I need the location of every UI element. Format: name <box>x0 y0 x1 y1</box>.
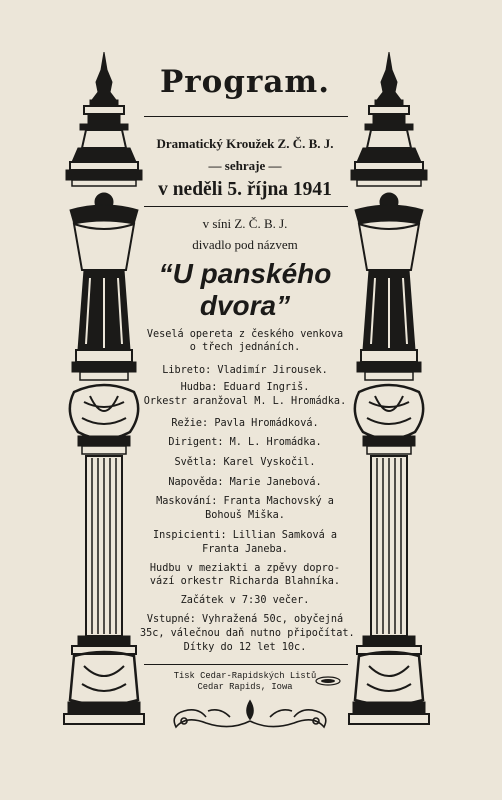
admission-line-1: Vstupné: Vyhražená 50c, obyčejná <box>146 614 344 625</box>
presents-line: — sehraje — <box>208 158 282 173</box>
program-title: Program. <box>159 64 330 100</box>
date-rule <box>144 206 348 207</box>
organizer-line: Dramatický Kroužek Z. Č. B. J. <box>156 136 334 151</box>
credit-stage-managers-1: Inspicienti: Lillian Samková a <box>152 530 337 541</box>
play-title-line-2: dvora” <box>199 290 291 321</box>
credit-libretto: Libreto: Vladimír Jirousek. <box>162 365 328 376</box>
title-rule <box>144 116 348 117</box>
right-caryatid-column-illustration <box>345 52 433 732</box>
credit-prompter: Napověda: Marie Janebová. <box>168 477 322 488</box>
footer-rule <box>144 664 348 665</box>
orchestra-note-1: Hudbu v meziakti a zpěvy dopro- <box>149 563 341 574</box>
genre-line-2: o třech jednáních. <box>189 342 301 353</box>
play-intro-line: divadlo pod názvem <box>192 237 298 252</box>
credit-conductor: Dirigent: M. L. Hromádka. <box>168 437 322 448</box>
scroll-ornament-icon <box>170 697 330 731</box>
credit-stage-managers-2: Franta Janeba. <box>202 544 288 555</box>
credit-lighting: Světla: Karel Vyskočil. <box>174 457 316 468</box>
start-time: Začátek v 7:30 večer. <box>180 595 310 606</box>
orchestra-note-2: vází orkestr Richarda Blahníka. <box>149 576 341 587</box>
credit-music: Hudba: Eduard Ingriš. <box>180 382 310 393</box>
venue-line: v síni Z. Č. B. J. <box>202 216 288 231</box>
printer-line-1: Tisk Cedar-Rapidských Listů <box>173 671 317 681</box>
credit-makeup-2: Bohouš Miška. <box>205 510 285 521</box>
genre-line-1: Veselá opereta z českého venkova <box>146 329 344 340</box>
credit-makeup-1: Maskování: Franta Machovský a <box>156 496 334 507</box>
performance-date: v neděli 5. října 1941 <box>158 179 332 200</box>
printer-line-2: Cedar Rapids, Iowa <box>197 682 293 692</box>
left-caryatid-column-illustration <box>60 52 148 732</box>
credit-orchestration: Orkestr aranžoval M. L. Hromádka. <box>143 396 347 407</box>
credit-direction: Režie: Pavla Hromádková. <box>171 418 319 429</box>
admission-line-2: 35c, válečnou daň nutno připočítat. <box>140 628 355 639</box>
admission-line-3: Dítky do 12 let 10c. <box>183 642 307 653</box>
union-label-icon <box>315 676 341 686</box>
play-title-line-1: “U panského <box>158 258 332 289</box>
